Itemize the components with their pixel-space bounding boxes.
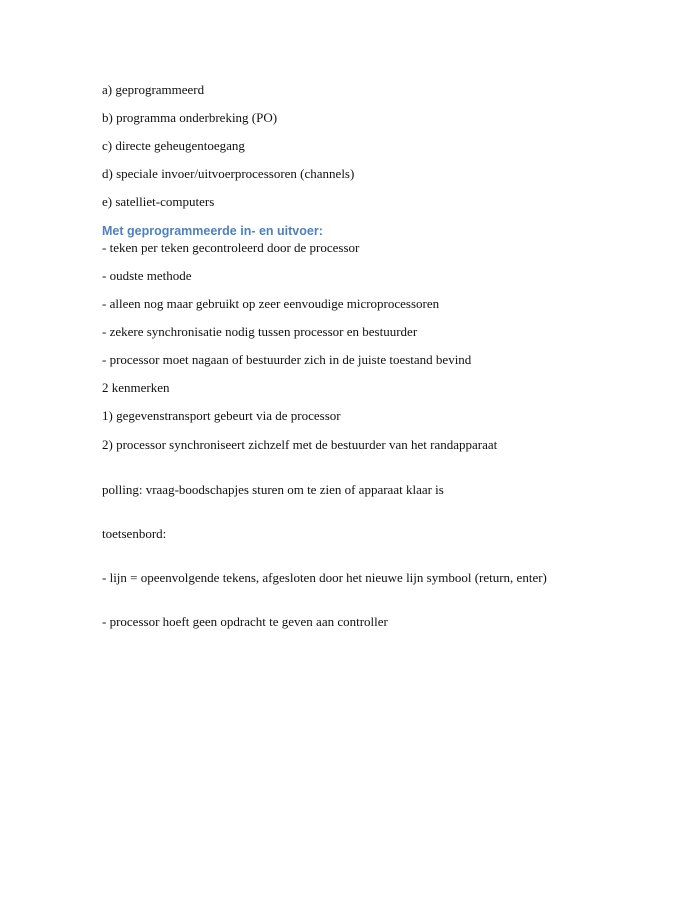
toetsenbord-item: - processor hoeft geen opdracht te geven aan controller bbox=[102, 614, 388, 629]
kenmerk-item: 2) processor synchroniseert zichzelf met de bestuurder van het randapparaat bbox=[102, 437, 498, 452]
bullet-item: - processor moet nagaan of bestuurder zich in de juiste toestand bevind bbox=[102, 352, 472, 367]
option-a: a) geprogrammeerd bbox=[102, 82, 205, 97]
kenmerk-item: 1) gegevenstransport gebeurt via de processor bbox=[102, 408, 341, 423]
bullet-item: - zekere synchronisatie nodig tussen processor en bestuurder bbox=[102, 324, 418, 339]
kenmerken-title: 2 kenmerken bbox=[102, 380, 170, 395]
polling-text: polling: vraag-boodschapjes sturen om te zien of apparaat klaar is bbox=[102, 482, 444, 497]
option-e: e) satelliet-computers bbox=[102, 194, 215, 209]
bullet-item: - teken per teken gecontroleerd door de processor bbox=[102, 240, 360, 255]
section-heading: Met geprogrammeerde in- en uitvoer: bbox=[102, 224, 323, 238]
option-b: b) programma onderbreking (PO) bbox=[102, 110, 278, 125]
option-c: c) directe geheugentoegang bbox=[102, 138, 245, 153]
toetsenbord-title: toetsenbord: bbox=[102, 526, 167, 541]
toetsenbord-item: - lijn = opeenvolgende tekens, afgesloten door het nieuwe lijn symbool (return, enter) bbox=[102, 570, 547, 585]
bullet-item: - alleen nog maar gebruikt op zeer eenvoudige microprocessoren bbox=[102, 296, 440, 311]
option-d: d) speciale invoer/uitvoerprocessoren (channels) bbox=[102, 166, 355, 181]
bullet-item: - oudste methode bbox=[102, 268, 192, 283]
